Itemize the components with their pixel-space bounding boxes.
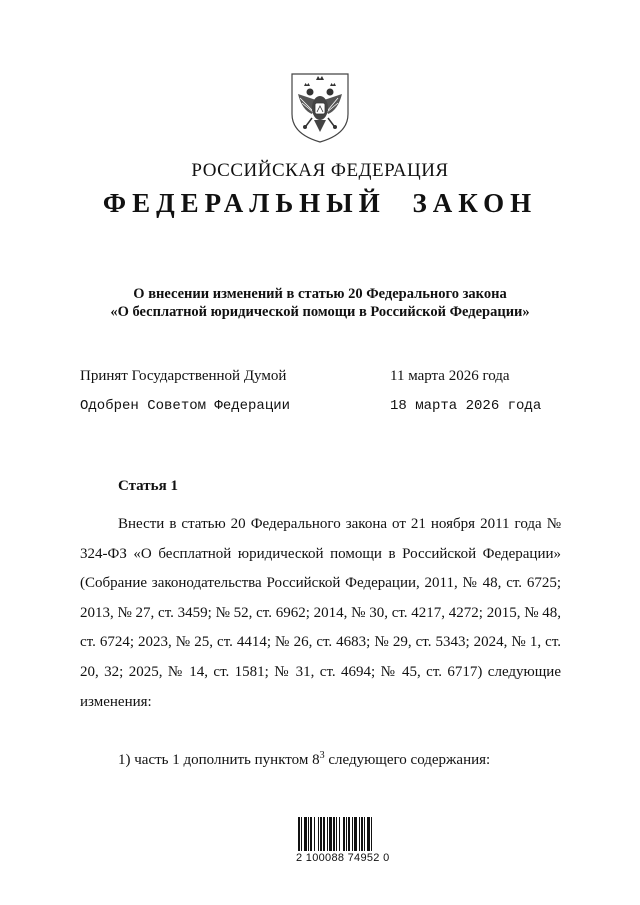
law-title [0, 285, 640, 321]
amendment-item-prefix: 1) часть 1 дополнить пунктом 8 [118, 752, 320, 768]
barcode [296, 817, 388, 851]
amendment-item-suffix: следующего содержания: [324, 752, 491, 768]
article-heading: Статья 1 [118, 478, 178, 494]
coat-of-arms-emblem [288, 70, 352, 144]
document-type: ФЕДЕРАЛЬНЫЙ ЗАКОН [102, 188, 538, 218]
adopted-by-duma-label: Принят Государственной Думой [80, 368, 287, 384]
law-title-line-2: «О бесплатной юридической помощи в Российской Федерации» [110, 304, 530, 320]
article-paragraph: Внести в статью 20 Федерального закона от 21 ноября 2011 года № 324-ФЗ «О бесплатной юридической помощи в Российской Федерации» (Собрание законодательства Российской Федерации, 2011, № 48, ст. 6725; 2013, № 27, ст. 3459; № 52, ст. 6962; 2014, № 30, ст. 4217, 4272; 2015, № 48, ст. 6724; 2023, № 25, ст. 4414; № 26, ст. 4683; № 29, ст. 5343; 2024, № 1, ст. 20, 32; 2025, № 14, ст. 1581; № 31, ст. 4694; № 45, ст. 6717) следующие изменения: [80, 516, 562, 710]
amendment-item-superscript: 3 [319, 750, 325, 761]
approved-by-council-date: 18 марта 2026 года [390, 398, 542, 414]
adopted-by-duma-date: 11 марта 2026 года [390, 368, 510, 384]
barcode-number: 2 100088 74952 0 [296, 852, 390, 864]
country-name: РОССИЙСКАЯ ФЕДЕРАЦИЯ [191, 160, 449, 181]
approved-by-council-label: Одобрен Советом Федерации [80, 398, 291, 414]
law-title-line-1: О внесении изменений в статью 20 Федерального закона [133, 286, 507, 302]
amendment-item [118, 750, 490, 769]
